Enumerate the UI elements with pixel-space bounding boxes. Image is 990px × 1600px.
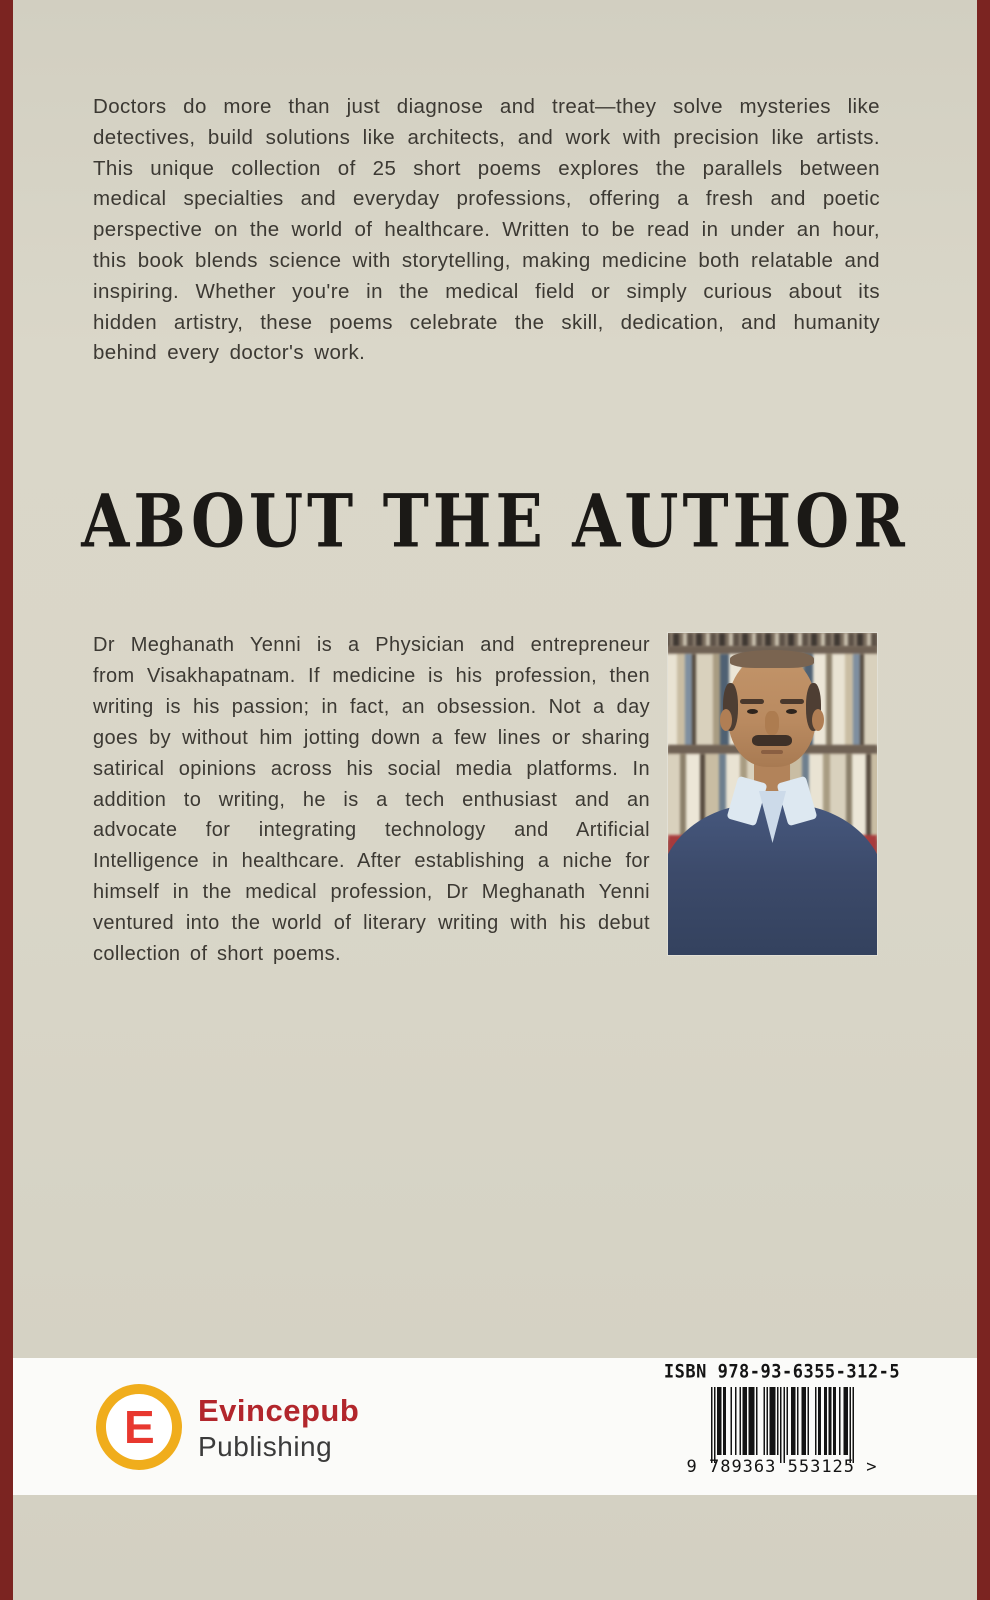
author-eye-right (786, 709, 797, 714)
author-ear-right (812, 709, 824, 731)
logo-letter-e: E (123, 1401, 155, 1453)
author-nose (765, 711, 779, 735)
isbn-barcode (711, 1387, 854, 1463)
author-mustache (752, 735, 792, 746)
about-the-author-heading: ABOUT THE AUTHOR (81, 478, 909, 565)
author-photo (668, 633, 877, 955)
cover-left-edge (0, 0, 13, 1600)
author-hair (730, 650, 814, 668)
publisher-name: Evincepub (198, 1393, 360, 1428)
author-ear-left (720, 709, 732, 731)
author-mouth (761, 750, 783, 754)
barcode-bars (711, 1387, 854, 1463)
author-eye-left (747, 709, 758, 714)
isbn-number: ISBN 978-93-6355-312-5 (663, 1361, 901, 1383)
author-eyebrow-right (780, 699, 804, 704)
bookshelf-top-row (668, 633, 877, 647)
author-bio: Dr Meghanath Yenni is a Physician and entrepreneur from Visakhapatnam. If medicine is his profession, then writing is his passion; in fact, an obsession. Not a day goes by without him jotting down a few lines or sharing satirical opinions across his social media platforms. In addition to writing, he is a tech enthusiast and an advocate for integrating technology and Artificial Intelligence in healthcare. After establishing a niche for himself in the medical profession, Dr Meghanath Yenni ventured into the world of literary writing with his debut collection of short poems. (93, 634, 650, 966)
back-cover-blurb: Doctors do more than just diagnose and treat—they solve mysteries like detectives, build solutions like architects, and work with precision like artists. This unique collection of 25 short poems explores the parallels between medical specialties and everyday professions, offering a fresh and poetic perspective on the world of healthcare. Written to be read in under an hour, this book blends science with storytelling, making medicine both relatable and inspiring. Whether you're in the medical field or simply curious about its hidden artistry, these poems celebrate the skill, dedication, and humanity behind every doctor's work. (93, 95, 880, 365)
publisher-subtitle: Publishing (198, 1431, 333, 1462)
cover-right-edge (977, 0, 990, 1600)
author-eyebrow-left (740, 699, 764, 704)
barcode-digits: 9 789363 553125 > (686, 1457, 878, 1477)
